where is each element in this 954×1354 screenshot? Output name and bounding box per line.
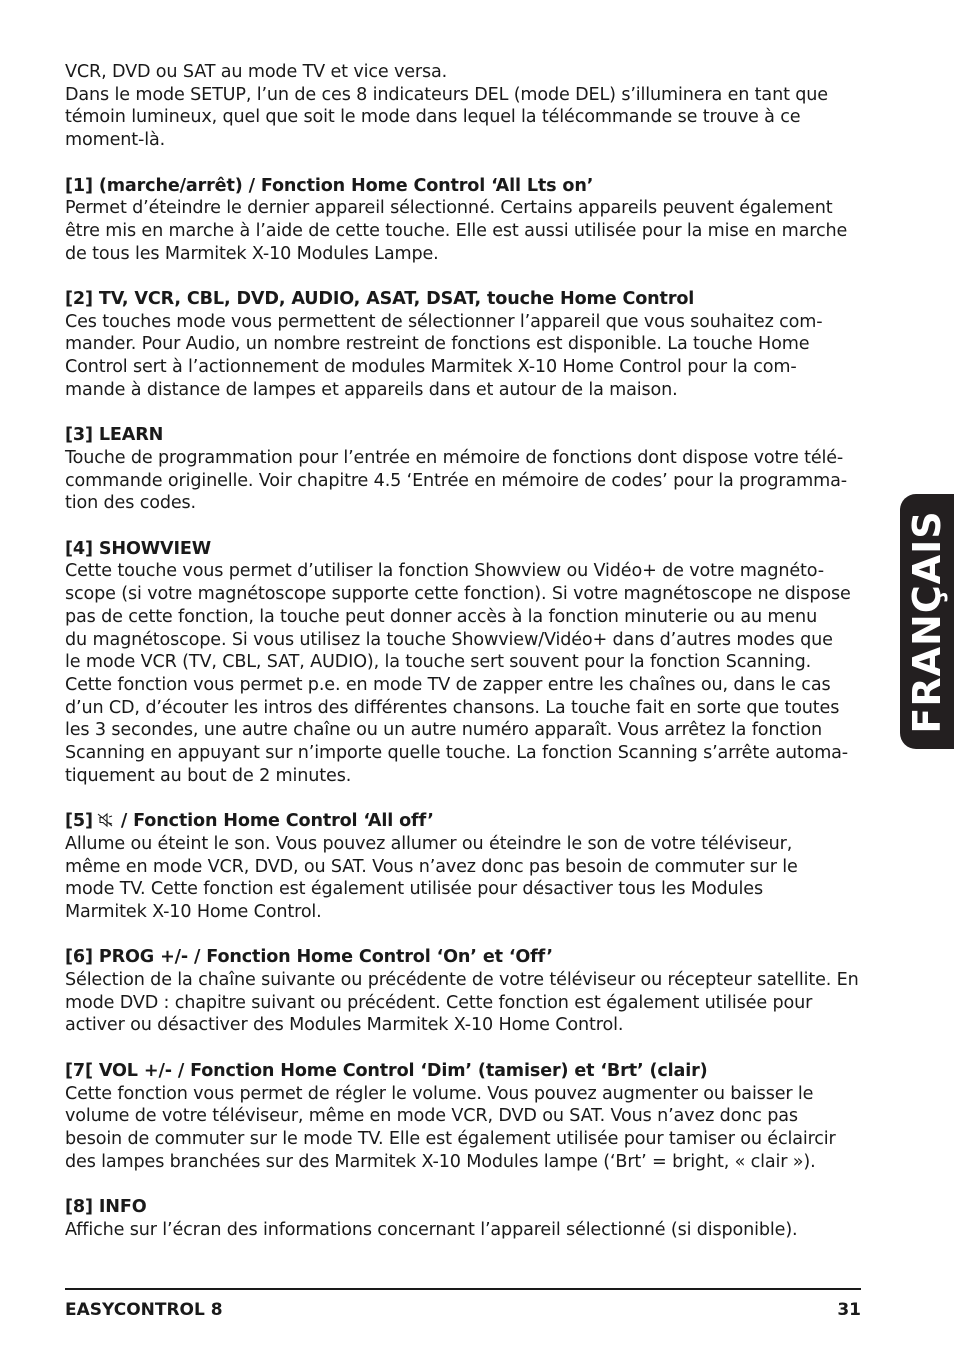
body-line: tiquement au bout de 2 minutes. (65, 765, 352, 786)
body-line: de tous les Marmitek X-10 Modules Lampe. (65, 243, 439, 264)
body-line: volume de votre téléviseur, même en mode VCR, DVD ou SAT. Vous n’avez donc pas (65, 1106, 798, 1127)
section-prog (65, 946, 865, 1037)
footer-page-number: 31 (837, 1300, 861, 1320)
body-line: mander. Pour Audio, un nombre restreint de fonctions est disponible. La touche Home (65, 334, 810, 355)
section-heading: [1] (marche/arrêt) / Fonction Home Control ‘All Lts on’ (65, 175, 594, 196)
language-tab (900, 494, 954, 749)
page-content (65, 61, 865, 1241)
body-line: Cette fonction vous permet p.e. en mode TV de zapper entre les chaînes ou, dans le cas (65, 674, 831, 695)
section-power (65, 175, 865, 266)
section-heading: [3] LEARN (65, 425, 164, 446)
body-line: Cette touche vous permet d’utiliser la fonction Showview ou Vidéo+ de votre magnéto- (65, 561, 824, 582)
heading-prefix: [5] (65, 811, 93, 832)
body-line: mode DVD : chapitre suivant ou précédent. Cette fonction est également utilisée pour (65, 992, 813, 1013)
intro-paragraph (65, 61, 865, 152)
body-line: les 3 secondes, une autre chaîne ou un autre numéro apparaît. Vous arrêtez la fonction (65, 720, 823, 741)
body-line: Sélection de la chaîne suivante ou précédente de votre téléviseur ou récepteur satellite. En (65, 970, 859, 991)
body-line: commande originelle. Voir chapitre 4.5 ‘Entrée en mémoire de codes’ pour la programma- (65, 470, 847, 491)
section-vol (65, 1060, 865, 1174)
body-line: Control sert à l’actionnement de modules Marmitek X-10 Home Control pour la com- (65, 357, 797, 378)
body-line: Touche de programmation pour l’entrée en mémoire de fonctions dont dispose votre télé- (65, 447, 844, 468)
body-line: scope (si votre magnétoscope supporte cette fonction). Si votre magnétoscope ne dispose (65, 584, 851, 605)
section-heading: [4] SHOWVIEW (65, 538, 211, 559)
body-line: Permet d’éteindre le dernier appareil sélectionné. Certains appareils peuvent également (65, 198, 833, 219)
section-heading (65, 810, 865, 833)
section-heading: [6] PROG +/- / Fonction Home Control ‘On’ et ‘Off’ (65, 947, 553, 968)
section-info (65, 1196, 865, 1241)
section-heading: [8] INFO (65, 1197, 147, 1218)
section-heading: [2] TV, VCR, CBL, DVD, AUDIO, ASAT, DSAT, touche Home Control (65, 289, 695, 309)
body-line: besoin de commuter sur le mode TV. Elle est également utilisée pour tamiser ou éclaircir (65, 1128, 836, 1149)
body-line: Marmitek X-10 Home Control. (65, 901, 322, 922)
footer-divider (65, 1288, 861, 1290)
mute-icon (95, 812, 115, 828)
body-line: même en mode VCR, DVD, ou SAT. Vous n’avez donc pas besoin de commuter sur le (65, 856, 798, 877)
body-line: Scanning en appuyant sur n’importe quelle touche. La fonction Scanning s’arrête automa- (65, 743, 849, 764)
body-line: le mode VCR (TV, CBL, SAT, AUDIO), la touche sert souvent pour la fonction Scanning. (65, 652, 812, 673)
body-line: du magnétoscope. Si vous utilisez la touche Showview/Vidéo+ dans d’autres modes que (65, 629, 833, 650)
body-line: Ces touches mode vous permettent de sélectionner l’appareil que vous souhaitez com- (65, 311, 823, 332)
body-line: tion des codes. (65, 493, 196, 514)
body-line: d’un CD, d’écouter les intros des différentes chansons. La touche fait en sorte que toutes (65, 697, 840, 718)
section-showview (65, 538, 865, 788)
section-heading: [7[ VOL +/- / Fonction Home Control ‘Dim’ (tamiser) et ‘Brt’ (clair) (65, 1060, 708, 1081)
body-line: mode TV. Cette fonction est également utilisée pour désactiver tous les Modules (65, 879, 763, 900)
body-line: mande à distance de lampes et appareils dans et autour de la maison. (65, 379, 678, 400)
body-line: Allume ou éteint le son. Vous pouvez allumer ou éteindre le son de votre téléviseur, (65, 833, 793, 854)
section-mode-keys (65, 288, 865, 402)
section-mute (65, 810, 865, 924)
body-line: Affiche sur l’écran des informations concernant l’appareil sélectionné (si disponible). (65, 1219, 798, 1240)
body-line: activer ou désactiver des Modules Marmitek X-10 Home Control. (65, 1015, 624, 1036)
intro-line: Dans le mode SETUP, l’un de ces 8 indicateurs DEL (mode DEL) s’illuminera en tant que (65, 84, 828, 105)
body-line: des lampes branchées sur des Marmitek X-10 Modules lampe (‘Brt’ = bright, « clair »). (65, 1151, 816, 1172)
body-line: pas de cette fonction, la touche peut donner accès à la fonction minuterie ou au menu (65, 606, 818, 627)
intro-line: témoin lumineux, quel que soit le mode dans lequel la télécommande se trouve à ce (65, 107, 801, 128)
intro-line: VCR, DVD ou SAT au mode TV et vice versa. (65, 62, 448, 82)
body-line: être mis en marche à l’aide de cette touche. Elle est aussi utilisée pour la mise en marche (65, 220, 848, 241)
heading-text: / Fonction Home Control ‘All off’ (120, 811, 434, 832)
body-line: Cette fonction vous permet de régler le volume. Vous pouvez augmenter ou baisser le (65, 1083, 814, 1104)
section-learn (65, 424, 865, 515)
intro-line: moment-là. (65, 130, 166, 151)
language-tab-label: FRANÇAIS (905, 509, 949, 734)
footer-product-name: EASYCONTROL 8 (65, 1300, 223, 1320)
